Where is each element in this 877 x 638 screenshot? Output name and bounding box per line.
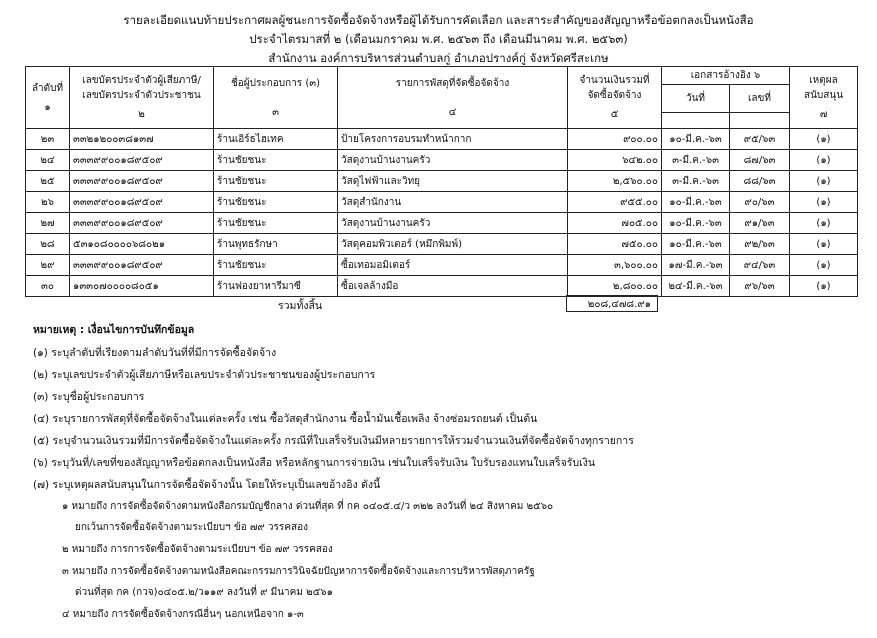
- cell-date: ๑๐-มี.ค.-๖๓: [662, 129, 730, 150]
- note-item: (๕) ระบุจำนวนเงินรวมที่มีการจัดซื้อจัดจ้างในแต่ละครั้ง กรณีที่ใบเสร็จรับเงินมีหลายรายการให้รวมจำนวนเงินที่จัดซื้อจัดจ้างทุกรายการ: [33, 435, 634, 447]
- table-row: [26, 129, 858, 150]
- table-row: [26, 213, 858, 234]
- cell-item: วัสดุไฟฟ้าและวิทยุ: [338, 171, 568, 192]
- note-item: (๗) ระบุเหตุผลสนับสนุนในการจัดซื้อจัดจ้างนั้น โดยให้ระบุเป็นเลขอ้างอิง ดังนี้: [33, 479, 381, 491]
- cell-vendor: ร้านชัยชนะ: [214, 213, 338, 234]
- cell-date: ๓-มี.ค.-๖๓: [662, 171, 730, 192]
- cell-docno: ๘๘/๖๓: [730, 171, 790, 192]
- cell-reason: (๑): [790, 255, 858, 276]
- cell-vendor: ร้านชัยชนะ: [214, 192, 338, 213]
- cell-taxid: ๓๓๓๙๙๐๐๑๘๙๕๐๙: [70, 150, 214, 171]
- cell-reason: (๑): [790, 171, 858, 192]
- cell-docno: ๙๒/๖๓: [730, 234, 790, 255]
- cell-seq: ๒๔: [26, 150, 70, 171]
- cell-amount: ๗๐๕.๐๐: [568, 213, 662, 234]
- note-ref-1: ๑ หมายถึง การจัดซื้อจัดจ้างตามหนังสือกรมบัญชีกลาง ด่วนที่สุด ที่ กค ๐๔๐๕.๔/ว ๓๒๒ ลงวันที่ ๒๔ สิงหาคม ๒๕๖๐: [62, 501, 554, 512]
- cell-item: ซื้อเทอมอมิเตอร์: [338, 255, 568, 276]
- note-item: (๑) ระบุลำดับที่เรียงตามลำดับวันที่ที่มีการจัดซื้อจัดจ้าง: [33, 347, 277, 359]
- cell-seq: ๓๐: [26, 276, 70, 297]
- total-value: ๒๐๘,๔๗๘.๙๑: [566, 295, 658, 312]
- table-row: [26, 192, 858, 213]
- cell-seq: ๒๖: [26, 192, 70, 213]
- cell-amount: ๒,๕๖๐.๐๐: [568, 171, 662, 192]
- cell-item: วัสดุงานบ้านงานครัว: [338, 150, 568, 171]
- note-item: (๔) ระบุรายการพัสดุที่จัดซื้อจัดจ้างในแต่ละครั้ง เช่น ซื้อวัสดุสำนักงาน ซื้อน้ำมันเชื้อเพลิง จ้างซ่อมรถยนต์ เป็นต้น: [33, 413, 538, 425]
- note-ref-2: ๒ หมายถึง การการจัดซื้อจัดจ้างตามระเบียบฯ ข้อ ๗๙ วรรคสอง: [62, 544, 333, 555]
- cell-item: ป้ายโครงการอบรมทำหน้ากาก: [338, 129, 568, 150]
- header-vendor: ชื่อผู้ประกอบการ (๓) ๓: [214, 67, 338, 129]
- cell-reason: (๑): [790, 234, 858, 255]
- cell-docno: ๙๑/๖๓: [730, 213, 790, 234]
- cell-item: ซื้อเจลล้างมือ: [338, 276, 568, 297]
- cell-reason: (๑): [790, 276, 858, 297]
- notes-title: หมายเหตุ : เงื่อนไขการบันทึกข้อมูล: [33, 324, 195, 336]
- document-period: ประจำไตรมาสที่ ๒ (เดือนมกราคม พ.ศ. ๒๕๖๓ ถึง เดือนมีนาคม พ.ศ. ๒๕๖๓): [249, 32, 628, 46]
- cell-item: วัสดุงานบ้านงานครัว: [338, 213, 568, 234]
- table-row: [26, 255, 858, 276]
- cell-reason: (๑): [790, 129, 858, 150]
- cell-seq: ๒๘: [26, 234, 70, 255]
- procurement-table: [25, 66, 858, 297]
- cell-seq: ๒๙: [26, 255, 70, 276]
- cell-vendor: ร้านชัยชนะ: [214, 255, 338, 276]
- cell-reason: (๑): [790, 192, 858, 213]
- cell-docno: ๙๕/๖๓: [730, 129, 790, 150]
- note-item: (๓) ระบุชื่อผู้ประกอบการ: [33, 391, 145, 403]
- header-amount: จำนวนเงินรวมที่ จัดซื้อจัดจ้าง ๕: [568, 67, 662, 129]
- cell-item: วัสดุคอมพิวเตอร์ (หมึกพิมพ์): [338, 234, 568, 255]
- table-row: [26, 234, 858, 255]
- header-docno: เลขที่: [730, 85, 790, 113]
- cell-seq: ๒๗: [26, 213, 70, 234]
- header-ref: เอกสารอ้างอิง ๖: [662, 67, 790, 85]
- cell-amount: ๖๔๒.๐๐: [568, 150, 662, 171]
- cell-taxid: ๓๓๒๑๒๐๐๓๘๑๓๗: [70, 129, 214, 150]
- header-date: วันที่: [662, 85, 730, 113]
- cell-vendor: ร้านเอิร์ธไฮเทค: [214, 129, 338, 150]
- cell-amount: ๗๕๐.๐๐: [568, 234, 662, 255]
- cell-date: ๑๐-มี.ค.-๖๓: [662, 213, 730, 234]
- header-seq: ลำดับที่ ๑: [26, 67, 70, 129]
- cell-vendor: ร้านชัยชนะ: [214, 150, 338, 171]
- header-reason: เหตุผล สนับสนุน ๗: [790, 67, 858, 129]
- cell-vendor: ร้านชัยชนะ: [214, 171, 338, 192]
- cell-docno: ๙๖/๖๓: [730, 276, 790, 297]
- document-office: สำนักงาน องค์การบริหารส่วนตำบลกู่ อำเภอปรางค์กู่ จังหวัดศรีสะเกษ: [268, 51, 609, 65]
- note-ref-3: ๓ หมายถึง การจัดซื้อจัดจ้างตามหนังสือคณะกรรมการวินิจฉัยปัญหาการจัดซื้อจัดจ้างและการบริหารพัสดุภาครัฐ: [62, 566, 535, 577]
- cell-vendor: ร้านฟองยาหารีมาซี: [214, 276, 338, 297]
- note-ref-3-cont: ด่วนที่สุด กค (กวจ)๐๔๐๕.๒/ว๑๑๙ ลงวันที่ ๙ มีนาคม ๒๕๖๑: [75, 587, 333, 598]
- cell-vendor: ร้านพุทธรักษา: [214, 234, 338, 255]
- note-item: (๖) ระบุวันที่/เลขที่ของสัญญาหรือข้อตกลงเป็นหนังสือ หรือหลักฐานการจ่ายเงิน เช่นใบเสร็จรับเงิน ใบรับรองแทนใบเสร็จรับเงิน: [33, 457, 596, 469]
- cell-amount: ๓,๖๐๐.๐๐: [568, 255, 662, 276]
- total-label: รวมทั้งสิ้น: [278, 300, 323, 312]
- cell-taxid: ๕๓๑๐๘๐๐๐๐๖๘๐๒๑: [70, 234, 214, 255]
- cell-taxid: ๑๓๓๐๗๐๐๐๐๘๐๕๑: [70, 276, 214, 297]
- cell-reason: (๑): [790, 150, 858, 171]
- table-row: [26, 276, 858, 297]
- cell-item: วัสดุสำนักงาน: [338, 192, 568, 213]
- cell-seq: ๒๓: [26, 129, 70, 150]
- cell-docno: ๙๐/๖๓: [730, 192, 790, 213]
- cell-date: ๑๐-มี.ค.-๖๓: [662, 234, 730, 255]
- cell-amount: ๒,๘๐๐.๐๐: [568, 276, 662, 297]
- cell-taxid: ๓๓๓๙๙๐๐๑๘๙๕๐๙: [70, 213, 214, 234]
- cell-taxid: ๓๓๓๙๙๐๐๑๘๙๕๐๙: [70, 192, 214, 213]
- cell-date: ๒๔-มี.ค.-๖๓: [662, 276, 730, 297]
- document-title: รายละเอียดแนบท้ายประกาศผลผู้ชนะการจัดซื้อจัดจ้างหรือผู้ได้รับการคัดเลือก และสาระสำคัญของสัญญาหรือข้อตกลงเป็นหนังสือ: [123, 13, 754, 27]
- note-ref-4: ๔ หมายถึง การจัดซื้อจัดจ้างกรณีอื่นๆ นอกเหนือจาก ๑-๓: [62, 609, 304, 620]
- table-row: [26, 171, 858, 192]
- cell-taxid: ๓๓๓๙๙๐๐๑๘๙๕๐๙: [70, 255, 214, 276]
- cell-taxid: ๓๓๓๙๙๐๐๑๘๙๕๐๙: [70, 171, 214, 192]
- cell-docno: ๘๗/๖๓: [730, 150, 790, 171]
- cell-seq: ๒๕: [26, 171, 70, 192]
- cell-docno: ๙๔/๖๓: [730, 255, 790, 276]
- cell-date: ๑๗-มี.ค.-๖๓: [662, 255, 730, 276]
- table-row: [26, 150, 858, 171]
- cell-reason: (๑): [790, 213, 858, 234]
- note-ref-1-cont: ยกเว้นการจัดซื้อจัดจ้างตามระเบียบฯ ข้อ ๗๙ วรรคสอง: [75, 522, 308, 533]
- cell-amount: ๙๐๐.๐๐: [568, 129, 662, 150]
- header-item: รายการพัสดุที่จัดซื้อจัดจ้าง ๔: [338, 67, 568, 129]
- cell-date: ๑๐-มี.ค.-๖๓: [662, 192, 730, 213]
- note-item: (๒) ระบุเลขประจำตัวผู้เสียภาษีหรือเลขประจำตัวประชาชนของผู้ประกอบการ: [33, 369, 376, 381]
- cell-date: ๓-มี.ค.-๖๓: [662, 150, 730, 171]
- cell-amount: ๙๕๕.๐๐: [568, 192, 662, 213]
- header-taxid: เลขบัตรประจำตัวผู้เสียภาษี/ เลขบัตรประจำตัวประชาชน ๒: [70, 67, 214, 129]
